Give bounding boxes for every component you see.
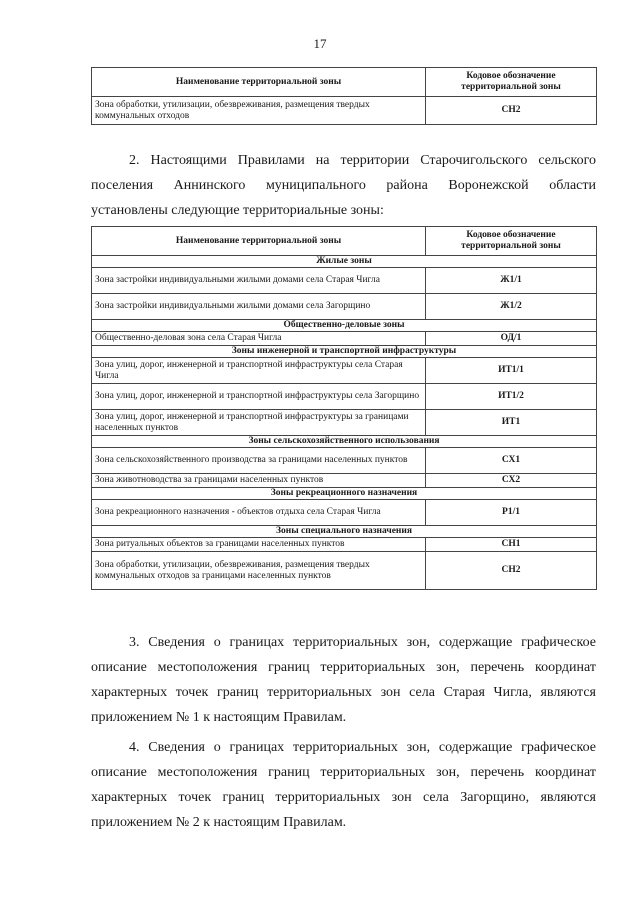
text-line: приложением № 2 к настоящим Правилам.: [91, 815, 347, 830]
zones-table-continuation: [91, 67, 597, 125]
table-row: [92, 97, 597, 125]
text-line: описание местоположения границ территориальных зон, перечень координат: [91, 765, 596, 780]
zone-name: Зона улиц, дорог, инженерной и транспортной инфраструктуры села Загорщино: [92, 384, 426, 410]
group-title: Жилые зоны: [92, 256, 597, 268]
header-zone-code: Кодовое обозначение территориальной зоны: [426, 68, 597, 97]
table-row: [92, 448, 597, 474]
text-line: описание местоположения границ территориальных зон, перечень координат: [91, 660, 596, 675]
zone-name: Зона обработки, утилизации, обезвреживания, размещения твердых коммунальных отходов за границами населенных пунктов: [92, 552, 426, 590]
page-number: 17: [313, 36, 327, 51]
header-zone-name: Наименование территориальной зоны: [92, 68, 426, 97]
group-title: Зоны инженерной и транспортной инфраструктуры: [92, 346, 597, 358]
zone-name: Зона сельскохозяйственного производства за границами населенных пунктов: [92, 448, 426, 474]
table-row: [92, 500, 597, 526]
table-row: [92, 358, 597, 384]
zone-code: ИТ1: [426, 410, 597, 436]
text-line: 3. Сведения о границах территориальных зон, содержащие графическое: [129, 635, 596, 650]
table-row: [92, 410, 597, 436]
table-row: [92, 294, 597, 320]
table-row: [92, 268, 597, 294]
zone-name: Зона улиц, дорог, инженерной и транспортной инфраструктуры села Старая Чигла: [92, 358, 426, 384]
zone-code: Ж1/1: [426, 268, 597, 294]
zone-code: Р1/1: [426, 500, 597, 526]
text-line: приложением № 1 к настоящим Правилам.: [91, 710, 347, 725]
zone-code: СН2: [426, 97, 597, 125]
table-row: [92, 474, 597, 488]
header-zone-name: Наименование территориальной зоны: [92, 227, 426, 256]
territorial-zones-table: [91, 226, 597, 590]
text-line: 4. Сведения о границах территориальных зон, содержащие графическое: [129, 740, 596, 755]
zone-code: СН2: [426, 552, 597, 590]
text-line: характерных точек границ территориальных зон села Старая Чигла, являются: [91, 685, 596, 700]
zone-name: Зона ритуальных объектов за границами населенных пунктов: [92, 538, 426, 552]
zone-name: Зона улиц, дорог, инженерной и транспортной инфраструктуры за границами населенных пунктов: [92, 410, 426, 436]
zone-name: Зона животноводства за границами населенных пунктов: [92, 474, 426, 488]
zone-name: Зона застройки индивидуальными жилыми домами села Загорщино: [92, 294, 426, 320]
table-row: [92, 384, 597, 410]
zone-code: СХ1: [426, 448, 597, 474]
zone-code: Ж1/2: [426, 294, 597, 320]
table-row: [92, 332, 597, 346]
zone-name: Зона рекреационного назначения - объектов отдыха села Старая Чигла: [92, 500, 426, 526]
zone-code: ОД/1: [426, 332, 597, 346]
text-line: установлены следующие территориальные зоны:: [91, 203, 384, 218]
text-line: поселения Аннинского муниципального района Воронежской области: [91, 178, 596, 193]
zone-name: Зона застройки индивидуальными жилыми домами села Старая Чигла: [92, 268, 426, 294]
zone-name: Зона обработки, утилизации, обезвреживания, размещения твердых коммунальных отходов: [92, 97, 426, 125]
zone-code: ИТ1/2: [426, 384, 597, 410]
group-title: Зоны специального назначения: [92, 526, 597, 538]
group-title: Зоны сельскохозяйственного использования: [92, 436, 597, 448]
paragraph-2: [91, 148, 596, 223]
table-row: [92, 538, 597, 552]
header-zone-code: Кодовое обозначение территориальной зоны: [426, 227, 597, 256]
text-line: 2. Настоящими Правилами на территории Старочигольского сельского: [129, 153, 596, 168]
group-title: Общественно-деловые зоны: [92, 320, 597, 332]
zone-code: СХ2: [426, 474, 597, 488]
group-title: Зоны рекреационного назначения: [92, 488, 597, 500]
zone-code: ИТ1/1: [426, 358, 597, 384]
paragraph-4: [91, 735, 596, 835]
paragraph-3: [91, 630, 596, 730]
zone-name: Общественно-деловая зона села Старая Чигла: [92, 332, 426, 346]
text-line: характерных точек границ территориальных зон села Загорщино, являются: [91, 790, 596, 805]
zone-code: СН1: [426, 538, 597, 552]
table-row: [92, 552, 597, 590]
